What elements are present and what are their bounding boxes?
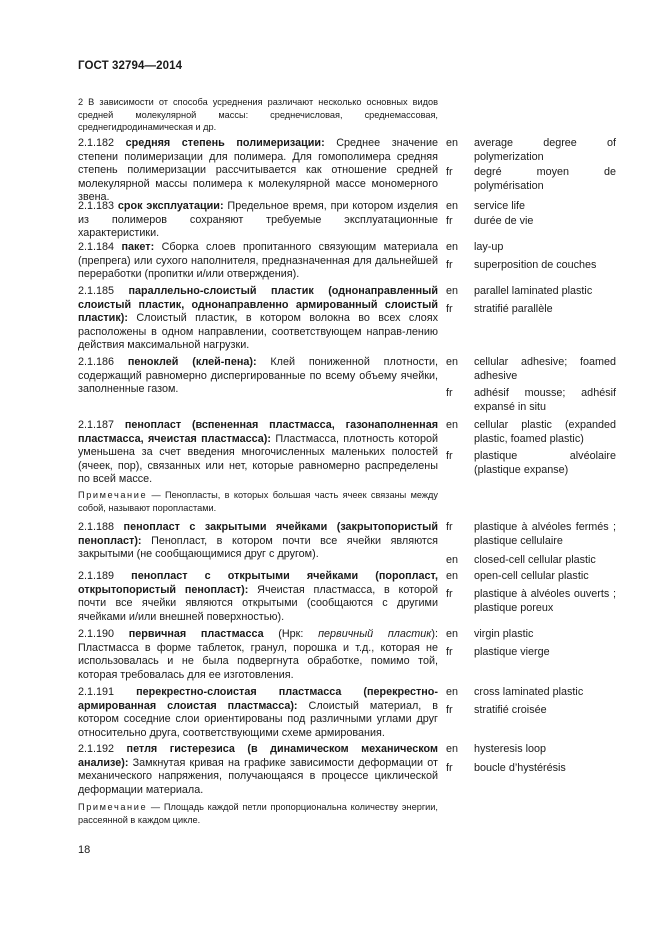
term-entry-2-1-191 [78, 686, 438, 740]
note-2-1-192 [78, 801, 438, 826]
term-definition: Пенопласт, в котором почти все ячейки являются закрытыми (не сообщающимися друг с другом). [78, 534, 438, 561]
term-definition: Клей пониженной плотности, содержащий равномерно диспергированные по всему объему ячейки, заполненные газом. [78, 356, 438, 396]
language-code: fr [446, 303, 453, 315]
term-definition-prefix: (Нрк: [263, 628, 319, 640]
term-entry-2-1-183 [78, 200, 438, 241]
intro-note: 2 В зависимости от способа усреднения различают несколько основных видов средней молекулярной массы: среднечисловая, среднемассовая, среднегидродинамическая и др. [78, 97, 438, 132]
term-number: 2.1.189 [78, 570, 115, 582]
language-code: en [446, 137, 459, 149]
language-code: en [446, 285, 459, 297]
language-code: fr [446, 166, 453, 178]
equivalent-term: stratifié parallèle [474, 303, 553, 315]
language-code: en [446, 554, 459, 566]
term-number: 2.1.191 [78, 686, 115, 698]
language-code: en [446, 628, 459, 640]
note-label: Примечание [78, 490, 148, 500]
term-entry-2-1-182 [78, 137, 438, 205]
equivalent-term: cellular plastic (expanded plastic, foamed plastic) [474, 419, 616, 445]
term-number: 2.1.184 [78, 241, 115, 253]
equivalent-term: lay-up [474, 241, 504, 253]
equivalent-term: adhésif mousse; adhésif expansé in situ [474, 387, 616, 413]
page-number: 18 [78, 844, 91, 856]
term-name: срок эксплуатации: [117, 200, 224, 212]
equivalent-term: superposition de couches [474, 259, 597, 271]
term-definition: Ячеистая пластмасса, в которой почти все ячейки являются открытыми (сообщаются с другими ячейками и/или внешней поверхностью). [78, 583, 438, 623]
term-number: 2.1.188 [78, 521, 115, 533]
equivalent-term: cellular adhesive; foamed adhesive [474, 356, 616, 382]
term-number: 2.1.186 [78, 356, 115, 368]
equivalent-term: parallel laminated plastic [474, 285, 593, 297]
equivalent-term: closed-cell cellular plastic [474, 554, 596, 566]
language-code: en [446, 419, 459, 431]
language-code: fr [446, 588, 453, 600]
note-label: Примечание [78, 802, 148, 812]
language-code: fr [446, 215, 453, 227]
term-entry-2-1-186 [78, 356, 438, 397]
language-code: en [446, 241, 459, 253]
equivalent-term: hysteresis loop [474, 743, 547, 755]
term-name: перекрестно-слоистая пластмасса (перекрестно-армированная слоистая пластмасса): [78, 686, 438, 712]
equivalent-term: cross laminated plastic [474, 686, 584, 698]
term-definition: Среднее значение степени полимеризации для полимера. Для гомополимера средняя степень полимеризации рассчитывается как отношение средней молекулярной массы полимера к молекулярной массе мономерного звена. [78, 137, 438, 204]
equivalent-term: durée de vie [474, 215, 534, 227]
equivalent-term: stratifié croisée [474, 704, 547, 716]
language-code: fr [446, 450, 453, 462]
term-number: 2.1.187 [78, 419, 115, 431]
equivalent-term: plastique vierge [474, 646, 550, 658]
term-deprecated-synonym: первичный пластик [318, 628, 432, 640]
term-number: 2.1.183 [78, 200, 115, 212]
term-definition: Предельное время, при котором изделия из полимеров сохраняют требуемые эксплуатационные характеристики. [78, 200, 439, 240]
equivalent-term: open-cell cellular plastic [474, 570, 589, 582]
language-code: fr [446, 704, 453, 716]
term-number: 2.1.185 [78, 285, 115, 297]
note-text: — Площадь каждой петли пропорциональна количеству энергии, рассеянной в каждом цикле. [78, 802, 438, 825]
term-entry-2-1-185 [78, 285, 438, 353]
term-entry-2-1-187 [78, 419, 438, 487]
term-entry-2-1-192 [78, 743, 438, 797]
term-name: пенопласт (вспененная пластмасса, газонаполненная пластмасса, ячеистая пластмасса): [78, 419, 438, 445]
equivalent-term: degré moyen de polymérisation [474, 166, 616, 192]
term-name: пеноклей (клей-пена): [127, 356, 257, 368]
equivalent-term: service life [474, 200, 526, 212]
language-code: en [446, 686, 459, 698]
language-code: en [446, 570, 459, 582]
term-name: первичная пластмасса [128, 628, 264, 640]
equivalent-term: boucle d’hystérésis [474, 762, 566, 774]
term-name: параллельно-слоистый пластик (однонаправленный слоистый пластик, однонаправленно армированный слоистый пластик): [78, 285, 438, 325]
term-name: средняя степень полимеризации: [125, 137, 325, 149]
note-2-1-187 [78, 489, 438, 514]
term-entry-2-1-184 [78, 241, 438, 282]
language-code: en [446, 356, 459, 368]
term-name: петля гистерезиса (в динамическом механическом анализе): [78, 743, 438, 769]
equivalent-term: average degree of polymerization [474, 137, 616, 163]
term-entry-2-1-190 [78, 628, 438, 682]
term-name: пенопласт с закрытыми ячейками (закрытопористый пенопласт): [78, 521, 439, 547]
term-definition: Пластмасса, плотность которой уменьшена за счет введения многочисленных маленьких полостей (ячеек, пор), связанных или нет, которые равномерно распределены по всей массе. [78, 432, 438, 486]
equivalent-term: virgin plastic [474, 628, 534, 640]
term-name: пакет: [121, 241, 155, 253]
equivalent-term: plastique à alvéoles fermés ; plastique cellulaire [474, 521, 616, 547]
term-number: 2.1.190 [78, 628, 115, 640]
language-code: fr [446, 521, 453, 533]
term-number: 2.1.182 [78, 137, 115, 149]
language-code: en [446, 743, 459, 755]
term-definition: Сборка слоев пропитанного связующим материала (препрега) или сухого наполнителя, предназначенная для дальнейшей переработки (пропитки и/или отверждения). [78, 241, 439, 281]
term-number: 2.1.192 [78, 743, 115, 755]
language-code: en [446, 200, 459, 212]
language-code: fr [446, 259, 453, 271]
equivalent-term: plastique alvéolaire (plastique expanse) [474, 450, 616, 476]
term-definition: ): Пластмасса в форме таблеток, гранул, порошка и т.д., которая не использовалась и не была подвергнута обработке, помимо той, которая требовалась для ее изготовления. [78, 628, 439, 681]
language-code: fr [446, 387, 453, 399]
equivalent-term: plastique à alvéoles ouverts ; plastique poreux [474, 588, 616, 614]
term-definition: Замкнутая кривая на графике зависимости деформации от механического напряжения, получающаяся в процессе циклической деформации материала. [78, 756, 438, 796]
term-definition: Слоистый материал, в котором соседние слои ориентированы под различными углами друг относительно друга, соответствующими схеме армирования. [78, 699, 438, 739]
document-header: ГОСТ 32794—2014 [78, 60, 183, 72]
term-entry-2-1-189 [78, 570, 438, 624]
term-definition: Слоистый пластик, в котором волокна во всех слоях расположены в одном направлении, соответствующем направ-лению действия максимальной нагрузки. [78, 312, 438, 352]
note-text: — Пенопласты, в которых большая часть ячеек связаны между собой, называют поропластами. [78, 490, 438, 513]
term-name: пенопласт с открытыми ячейками (поропласт, открытопористый пенопласт): [78, 570, 438, 596]
language-code: fr [446, 762, 453, 774]
term-entry-2-1-188 [78, 521, 438, 562]
language-code: fr [446, 646, 453, 658]
